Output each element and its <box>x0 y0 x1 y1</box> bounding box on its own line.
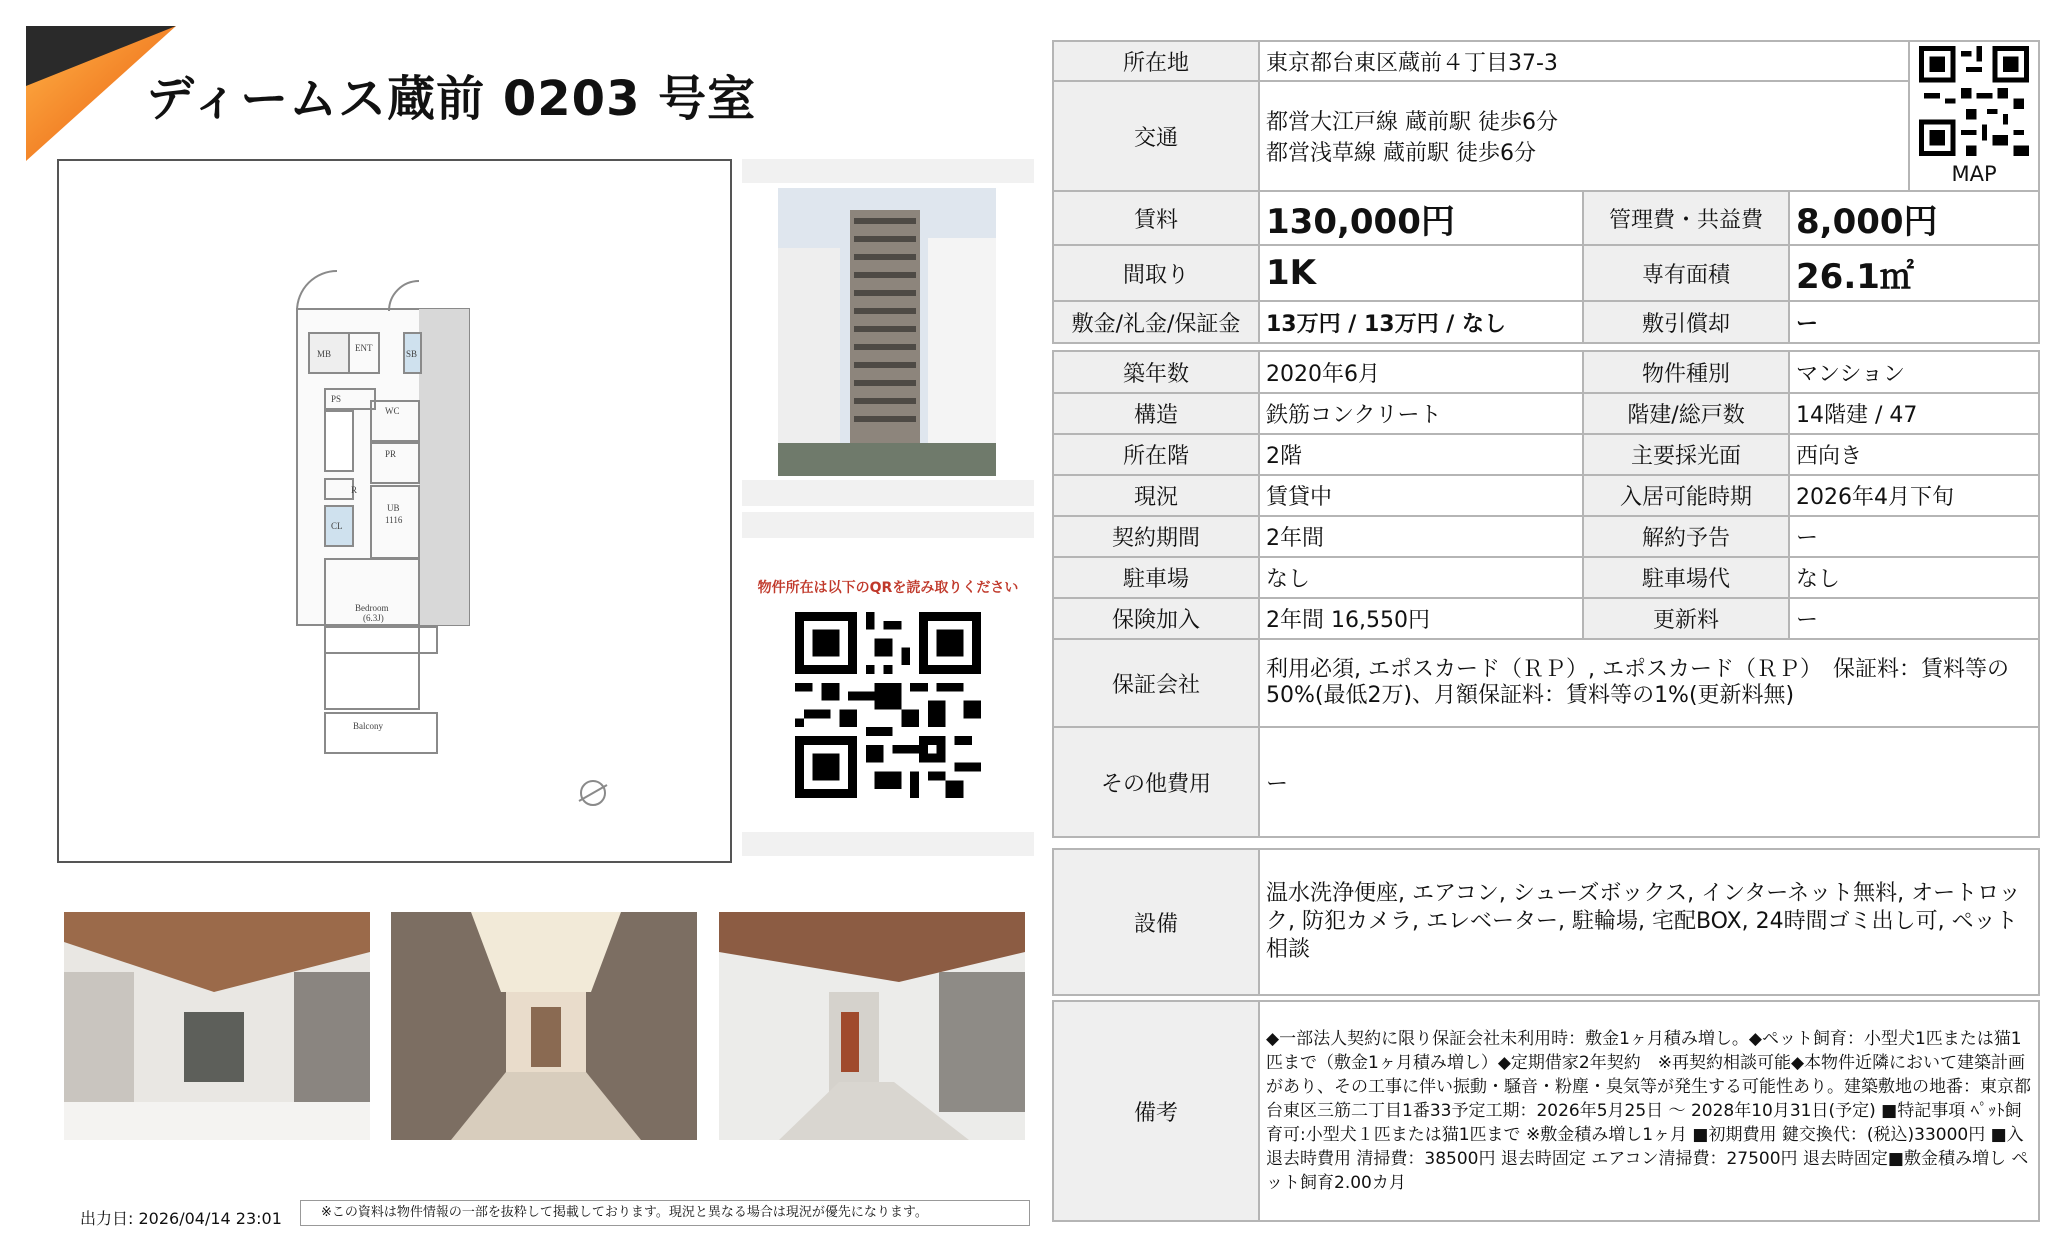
divider-strip <box>742 512 1034 538</box>
remarks-value: ◆一部法人契約に限り保証会社未利用時：敷金1ヶ月積み増し。◆ペット飼育：小型犬1匹または猫1匹まで（敷金1ヶ月積み増し）◆定期借家2年契約 ※再契約相談可能◆本物件近隣において建築計画があり、その工事に伴い振動・騒音・粉塵・臭気等が発生する可能性あり。建築敷地の地番：東京都台東区三筋二丁目1番33予定工期：2026年5月25日 ～ 2028年10月31日(予定) ■特記事項 ﾍﾟｯﾄ飼育可:小型犬１匹または猫1匹まで ※敷金積み増し1ヶ月 ■初期費用 鍵交換代：(税込)33000円 ■入退去時費用 清掃費：38500円 退去時固定 エアコン清掃費：27500円 退去時固定■敷金積み増し ペット飼育2.00カ月 <box>1259 1001 2039 1221</box>
lobby-photo <box>719 912 1025 1140</box>
location-value: 東京都台東区蔵前４丁目37-3 <box>1259 41 1909 81</box>
floor-label-bedroom-size: (6.3J) <box>363 613 384 623</box>
movein-value: 2026年4月下旬 <box>1789 475 2039 516</box>
parking-value: なし <box>1259 557 1583 598</box>
renewal-label: 更新料 <box>1583 598 1789 639</box>
floors-value: 14階建 / 47 <box>1789 393 2039 434</box>
term-value: 2年間 <box>1259 516 1583 557</box>
info-table <box>1052 40 2040 344</box>
type-label: 物件種別 <box>1583 351 1789 393</box>
floor-label-balcony: Balcony <box>353 721 383 731</box>
fee-label: 管理費・共益費 <box>1583 191 1789 245</box>
light-label: 主要採光面 <box>1583 434 1789 475</box>
floor-label-sb: SB <box>406 349 418 359</box>
facilities-value: 温水洗浄便座, エアコン, シューズボックス, インターネット無料, オートロック, 防犯カメラ, エレベーター, 駐輪場, 宅配BOX, 24時間ゴミ出し可, ペット相談 <box>1259 849 2039 995</box>
map-cell <box>1909 41 2039 191</box>
qr-code-icon[interactable] <box>1919 46 2029 156</box>
status-label: 現況 <box>1053 475 1259 516</box>
built-value: 2020年6月 <box>1259 351 1583 393</box>
map-label: MAP <box>1951 162 1997 186</box>
insurance-value: 2年間 16,550円 <box>1259 598 1583 639</box>
qr-code-icon[interactable] <box>795 612 981 798</box>
details-table <box>1052 350 2040 838</box>
qr-caption: 物件所在は以下のQRを読み取りください <box>757 580 1019 596</box>
divider-strip <box>742 480 1034 506</box>
floor-label-r: R <box>351 485 358 495</box>
access-value <box>1259 81 1909 191</box>
light-value: 西向き <box>1789 434 2039 475</box>
guarantor-label: 保証会社 <box>1053 639 1259 727</box>
remarks-label: 備考 <box>1053 1001 1259 1221</box>
structure-value: 鉄筋コンクリート <box>1259 393 1583 434</box>
divider-strip <box>742 159 1034 183</box>
facilities-label: 設備 <box>1053 849 1259 995</box>
status-value: 賃貸中 <box>1259 475 1583 516</box>
floor-label-ent: ENT <box>355 343 373 353</box>
amort-label: 敷引償却 <box>1583 301 1789 343</box>
entrance-photo <box>64 912 370 1140</box>
floor-label-cl: CL <box>331 521 343 531</box>
parking-fee-value: なし <box>1789 557 2039 598</box>
floor-label-wc: WC <box>385 406 400 416</box>
output-date: 出力日: 2026/04/14 23:01 <box>80 1209 282 1228</box>
corridor-photo <box>391 912 697 1140</box>
structure-label: 構造 <box>1053 393 1259 434</box>
exterior-photo <box>778 188 996 476</box>
floorplan-drawing <box>59 161 730 861</box>
floors-label: 階建/総戸数 <box>1583 393 1789 434</box>
floor-value: 2階 <box>1259 434 1583 475</box>
built-label: 築年数 <box>1053 351 1259 393</box>
movein-label: 入居可能時期 <box>1583 475 1789 516</box>
renewal-value: ー <box>1789 598 2039 639</box>
facilities-table <box>1052 848 2040 996</box>
floor-label-ub: UB <box>387 503 400 513</box>
page-title: ディームス蔵前 0203 号室 <box>146 71 757 127</box>
layout-value: 1K <box>1259 245 1583 301</box>
remarks-table <box>1052 1000 2040 1222</box>
divider-strip <box>742 832 1034 856</box>
area-value: 26.1㎡ <box>1789 245 2039 301</box>
deposit-label: 敷金/礼金/保証金 <box>1053 301 1259 343</box>
floorplan <box>57 159 732 863</box>
floor-label-bedroom: Bedroom <box>355 603 389 613</box>
floor-label: 所在階 <box>1053 434 1259 475</box>
type-value: マンション <box>1789 351 2039 393</box>
parking-fee-label: 駐車場代 <box>1583 557 1789 598</box>
other-value: ー <box>1259 727 2039 837</box>
amort-value: ー <box>1789 301 2039 343</box>
insurance-label: 保険加入 <box>1053 598 1259 639</box>
location-label: 所在地 <box>1053 41 1259 81</box>
floor-label-mb: MB <box>317 349 332 359</box>
cancel-value: ー <box>1789 516 2039 557</box>
cancel-label: 解約予告 <box>1583 516 1789 557</box>
deposit-value: 13万円 / 13万円 / なし <box>1259 301 1583 343</box>
fee-value: 8,000円 <box>1789 191 2039 245</box>
floor-label-ub-size: 1116 <box>385 515 403 525</box>
term-label: 契約期間 <box>1053 516 1259 557</box>
rent-value: 130,000円 <box>1259 191 1583 245</box>
other-label: その他費用 <box>1053 727 1259 837</box>
disclaimer-note: ※この資料は物件情報の一部を抜粋して掲載しております。現況と異なる場合は現況が優先になります。 <box>300 1200 1030 1226</box>
access-line: 都営浅草線 蔵前駅 徒歩6分 <box>1266 141 1536 166</box>
rent-label: 賃料 <box>1053 191 1259 245</box>
guarantor-value: 利用必須, エポスカード（ＲＰ）, エポスカード（ＲＰ） 保証料：賃料等の50%(最低2万)、月額保証料：賃料等の1%(更新料無) <box>1259 639 2039 727</box>
access-label: 交通 <box>1053 81 1259 191</box>
parking-label: 駐車場 <box>1053 557 1259 598</box>
floor-label-ps: PS <box>331 394 342 404</box>
floor-label-pr: PR <box>385 449 397 459</box>
area-label: 専有面積 <box>1583 245 1789 301</box>
access-line: 都営大江戸線 蔵前駅 徒歩6分 <box>1266 110 1558 135</box>
layout-label: 間取り <box>1053 245 1259 301</box>
